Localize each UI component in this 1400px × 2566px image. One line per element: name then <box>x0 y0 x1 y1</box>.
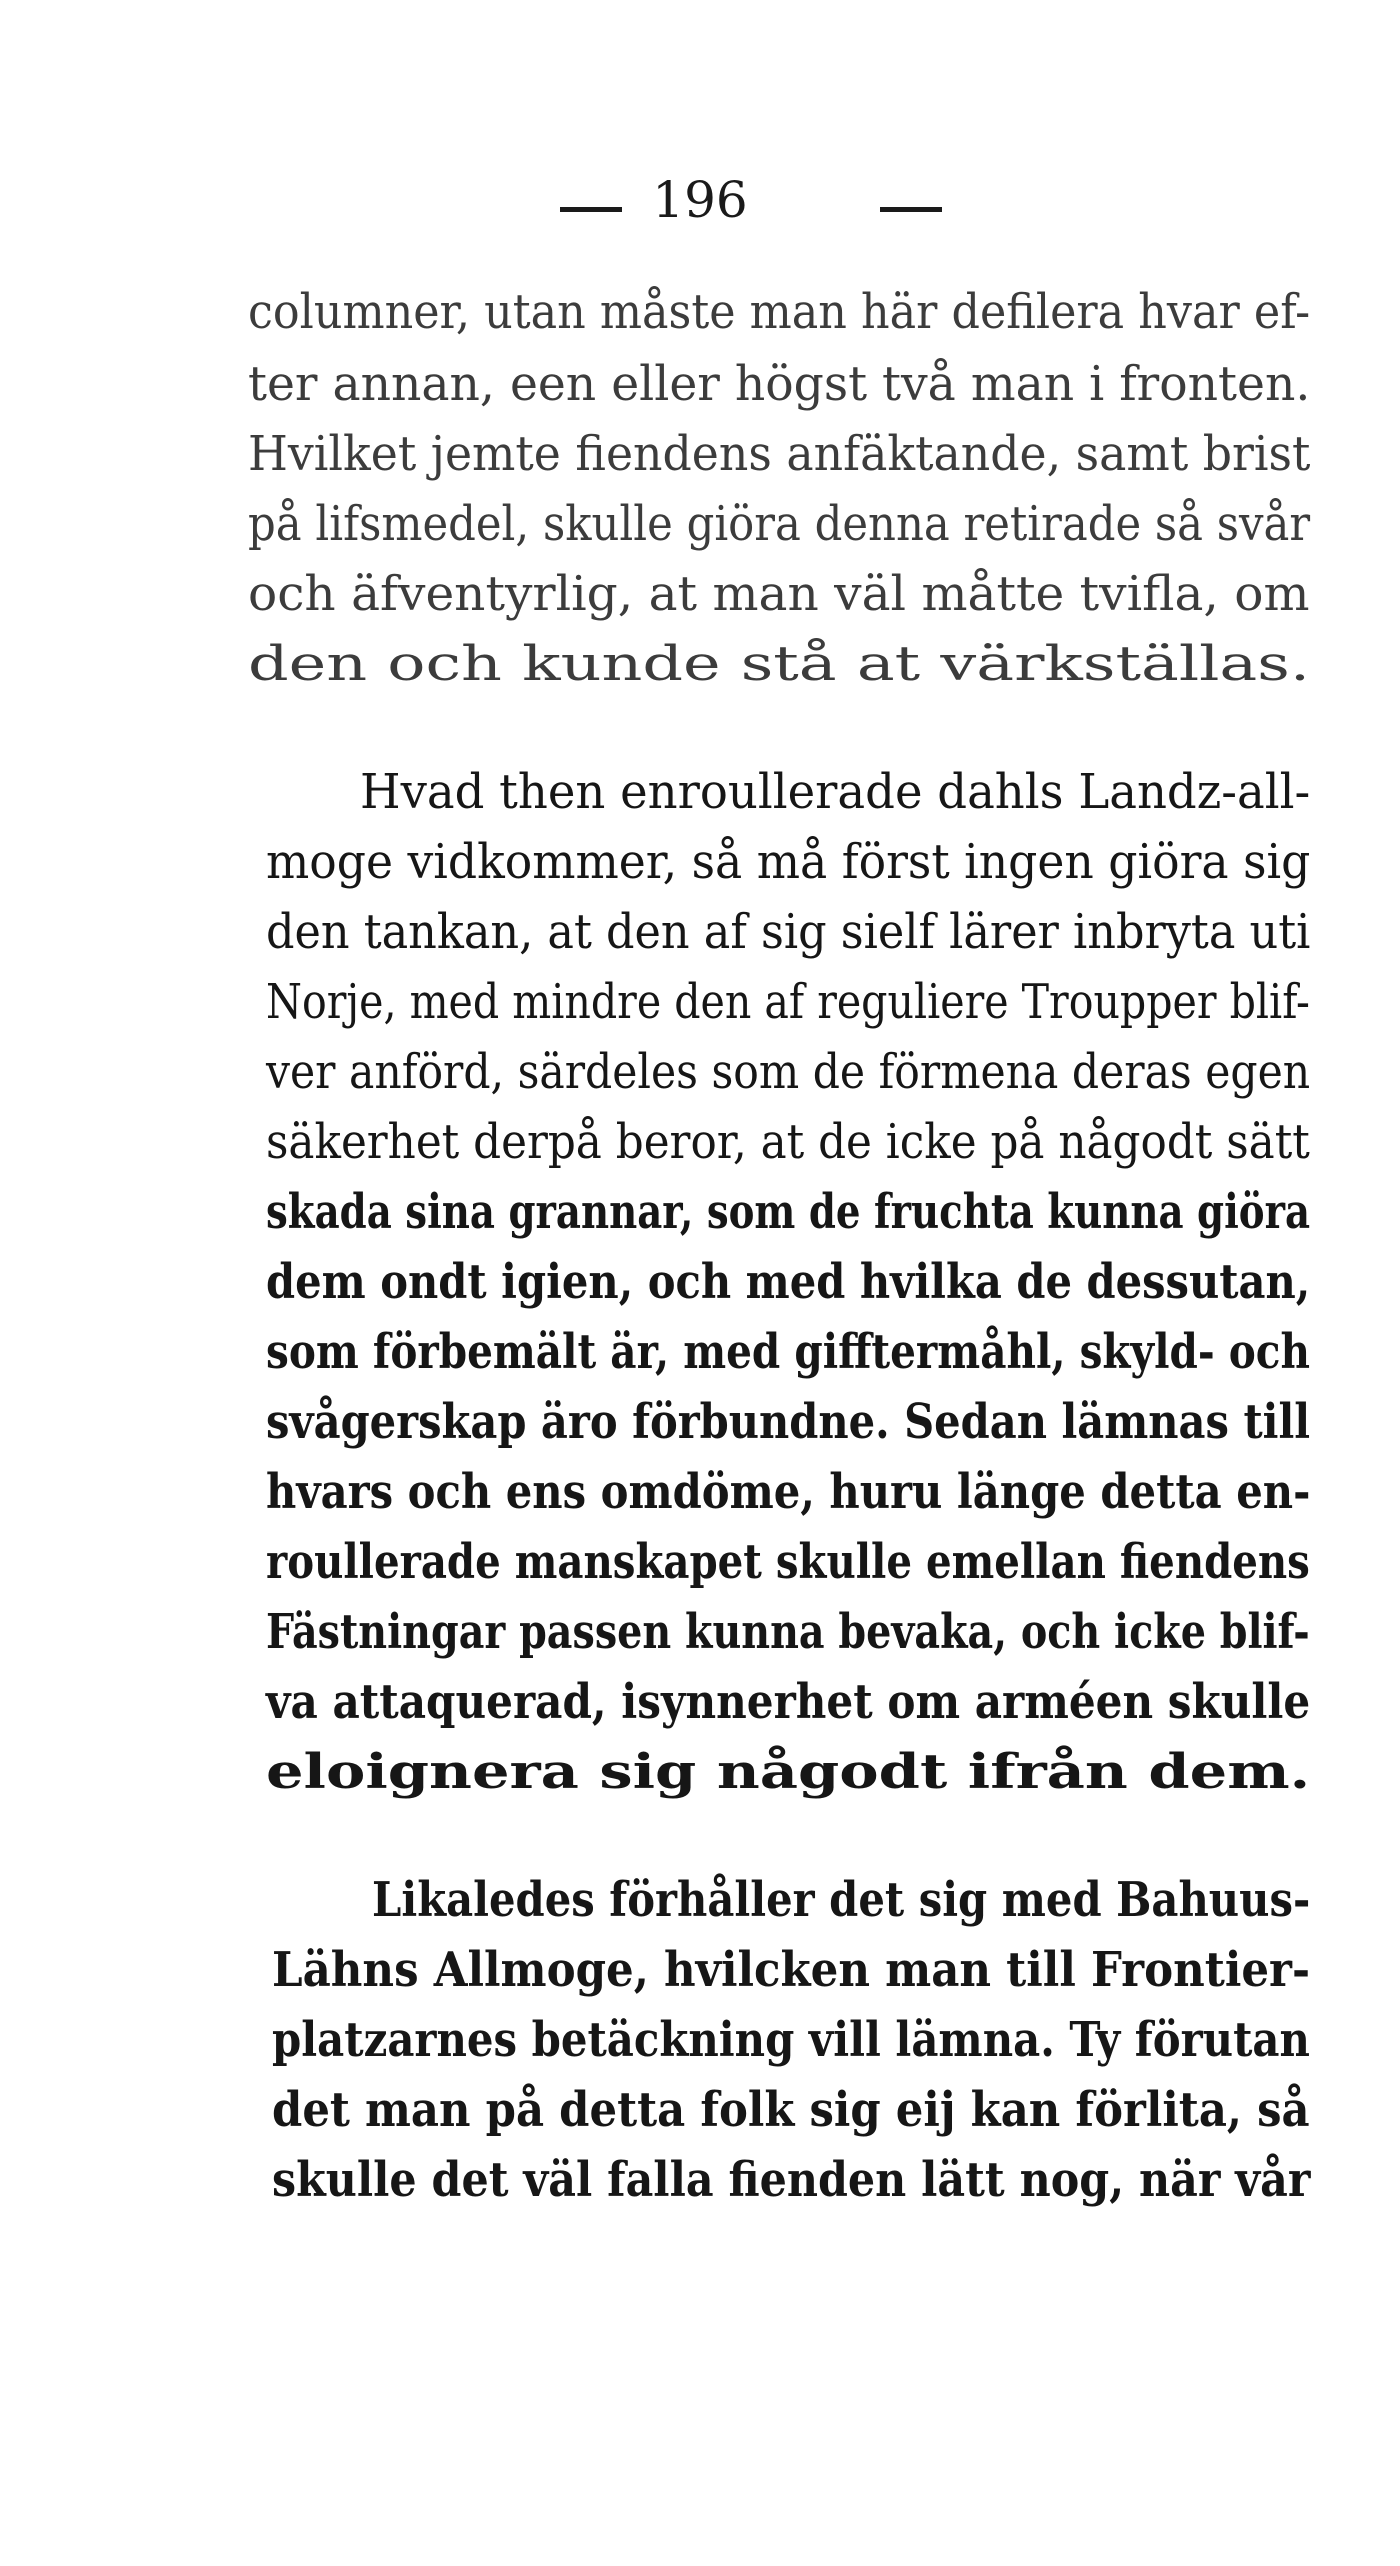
paragraph-2-line-12: roullerade manskapet skulle emellan fiendens <box>266 1534 1310 1590</box>
paragraph-2-line-10: svågerskap äro förbundne. Sedan lämnas till <box>266 1394 1311 1450</box>
paragraph-2-line-9: som förbemält är, med gifftermåhl, skyld- och <box>266 1324 1310 1380</box>
paragraph-1-line-5: och äfventyrlig, at man väl måtte tvifla, om <box>248 566 1310 622</box>
paragraph-3-line-1: Likaledes förhåller det sig med Bahuus- <box>372 1872 1311 1928</box>
paragraph-1-line-4: på lifsmedel, skulle giöra denna retirade så svår <box>248 496 1311 552</box>
paragraph-1-line-2: ter annan, een eller högst två man i fronten. <box>248 356 1311 412</box>
paragraph-3-line-4: det man på detta folk sig eij kan förlita, så <box>272 2082 1310 2138</box>
paragraph-1-line-6: den och kunde stå at värkställas. <box>248 636 1311 692</box>
paragraph-2-line-3: den tankan, at den af sig sielf lärer inbryta uti <box>266 904 1311 960</box>
paragraph-2-line-6: säkerhet derpå beror, at de icke på någodt sätt <box>266 1114 1310 1170</box>
paragraph-2-line-11: hvars och ens omdöme, huru länge detta en- <box>266 1464 1311 1520</box>
paragraph-2-line-2: moge vidkommer, så må först ingen giöra sig <box>266 834 1311 890</box>
paragraph-1-line-1: columner, utan måste man här defilera hvar ef- <box>248 284 1311 340</box>
paragraph-3-line-2: Lähns Allmoge, hvilcken man till Frontier- <box>272 1942 1311 1998</box>
paragraph-2-line-8: dem ondt igien, och med hvilka de dessutan, <box>266 1254 1311 1310</box>
page-header <box>0 170 1400 230</box>
paragraph-2-line-14: va attaquerad, isynnerhet om arméen skulle <box>266 1674 1311 1730</box>
header-dash-left <box>560 207 622 212</box>
page-number: 196 <box>652 171 748 229</box>
header-dash-right <box>880 207 942 212</box>
paragraph-2-line-7: skada sina grannar, som de fruchta kunna giöra <box>266 1184 1311 1240</box>
paragraph-1-line-3: Hvilket jemte fiendens anfäktande, samt brist <box>248 426 1311 482</box>
paragraph-2-line-5: ver anförd, särdeles som de förmena deras egen <box>266 1044 1311 1100</box>
paragraph-2-line-1: Hvad then enroullerade dahls Landz-all- <box>360 764 1311 820</box>
paragraph-3-line-3: platzarnes betäckning vill lämna. Ty förutan <box>272 2012 1310 2068</box>
paragraph-2-line-4: Norje, med mindre den af reguliere Troupper blif- <box>266 974 1310 1030</box>
paragraph-2-line-13: Fästningar passen kunna bevaka, och icke blif- <box>266 1604 1310 1660</box>
paragraph-3-line-5: skulle det väl falla fienden lätt nog, när vår <box>272 2152 1311 2208</box>
paragraph-2-line-15: eloignera sig någodt ifrån dem. <box>266 1744 1311 1800</box>
